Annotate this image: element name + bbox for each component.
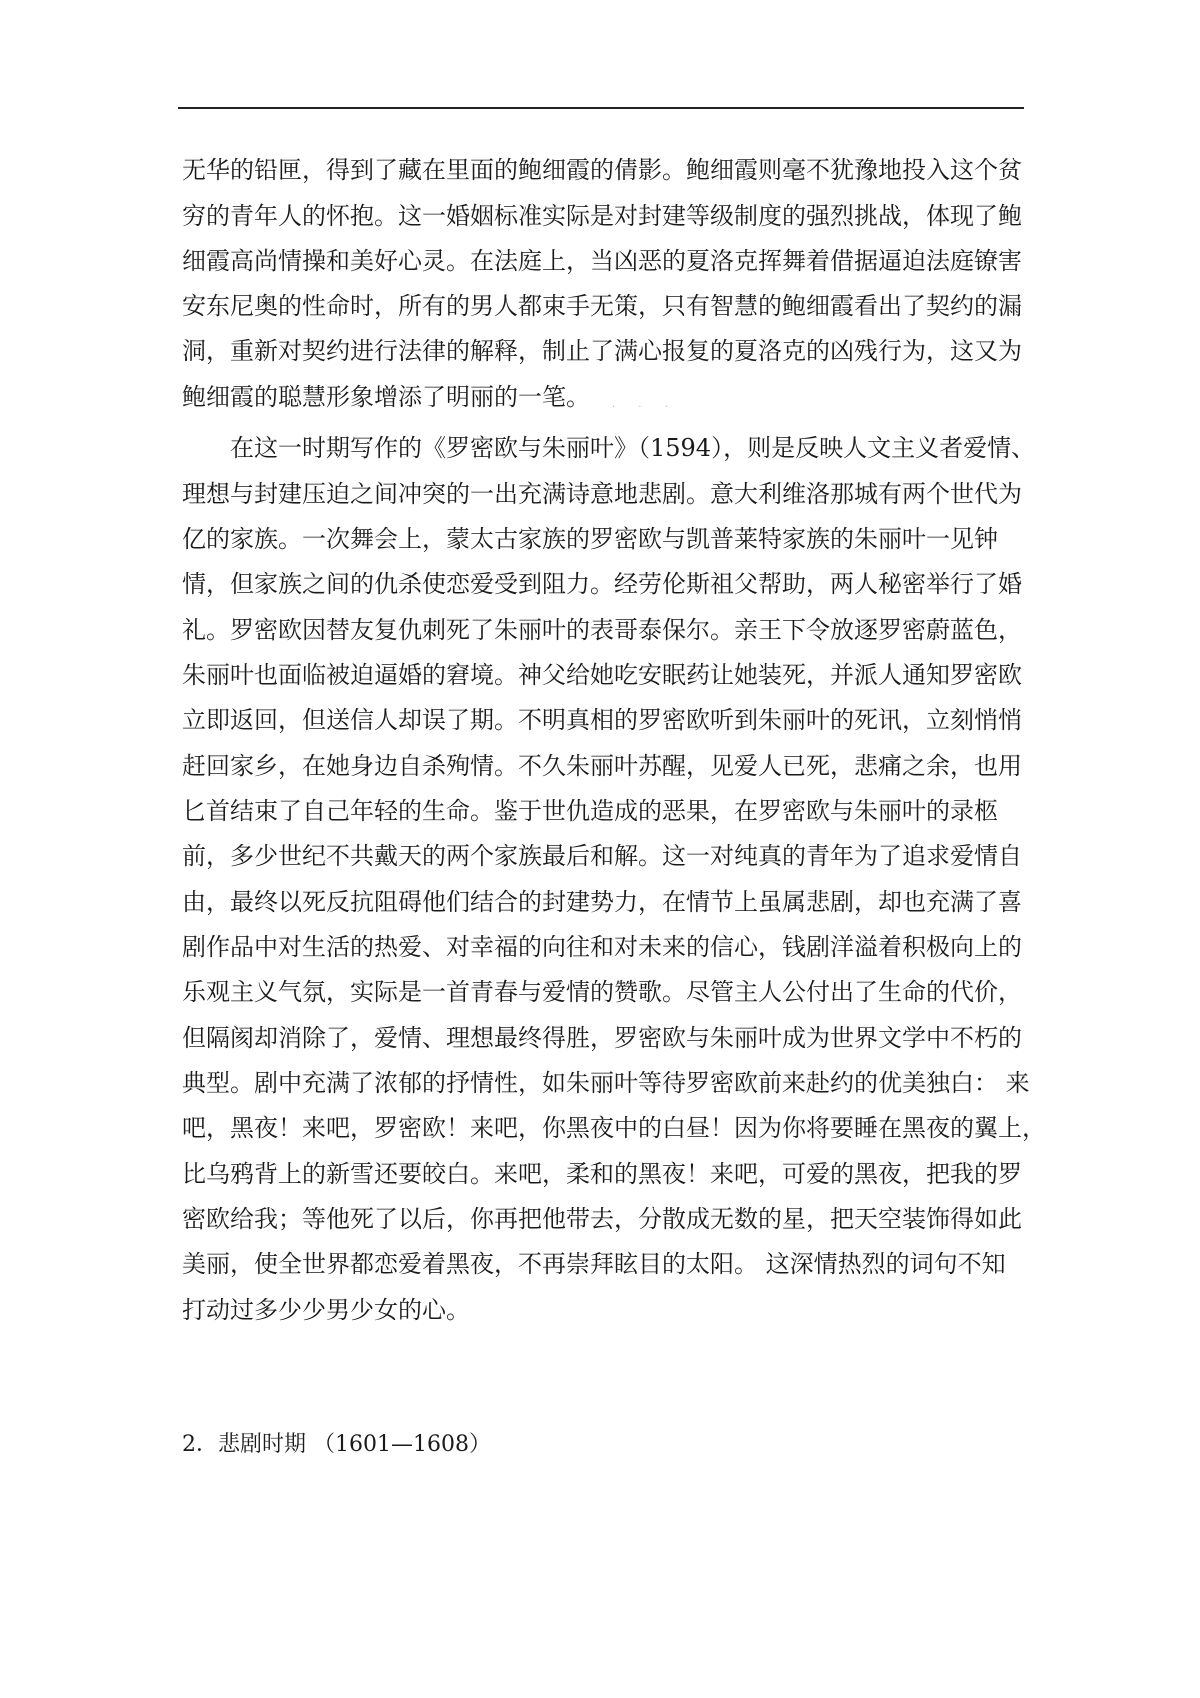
text-line: 前，多少世纪不共戴天的两个家族最后和解。这一对纯真的青年为了追求爱情自 xyxy=(182,842,1022,870)
text-line: 密欧给我；等他死了以后，你再把他带去，分散成无数的星，把天空装饰得如此 xyxy=(182,1205,1022,1233)
text-line: 穷的青年人的怀抱。这一婚姻标准实际是对封建等级制度的强烈挑战，体现了鲍 xyxy=(182,202,1022,230)
text-line: 打动过多少少男少女的心。 xyxy=(182,1296,470,1324)
section-heading: 2．悲剧时期 （1601—1608） xyxy=(182,1432,491,1457)
scan-artifact-dots: · · · xyxy=(612,402,678,413)
text-line: 赶回家乡，在她身边自杀殉情。不久朱丽叶苏醒，见爱人已死，悲痛之余，也用 xyxy=(182,752,1022,780)
text-line: 无华的铅匣，得到了藏在里面的鲍细霞的倩影。鲍细霞则毫不犹豫地投入这个贫 xyxy=(182,156,1022,184)
text-line: 吧，黑夜！来吧，罗密欧！来吧，你黑夜中的白昼！因为你将要睡在黑夜的翼上， xyxy=(182,1114,1046,1142)
text-line: 但隔阂却消除了，爱情、理想最终得胜，罗密欧与朱丽叶成为世界文学中不朽的 xyxy=(182,1024,1022,1052)
text-line: 安东尼奥的性命时，所有的男人都束手无策，只有智慧的鲍细霞看出了契约的漏 xyxy=(182,292,1022,320)
text-line: 理想与封建压迫之间冲突的一出充满诗意地悲剧。意大利维洛那城有两个世代为 xyxy=(182,480,1022,508)
text-line: 礼。罗密欧因替友复仇刺死了朱丽叶的表哥泰保尔。亲王下令放逐罗密蔚蓝色， xyxy=(182,616,1022,644)
text-line: 鲍细霞的聪慧形象增添了明丽的一笔。 xyxy=(182,383,590,411)
text-line: 细霞高尚情操和美好心灵。在法庭上，当凶恶的夏洛克挥舞着借据逼迫法庭镣害 xyxy=(182,247,1022,275)
text-line: 比乌鸦背上的新雪还要皎白。来吧，柔和的黑夜！来吧，可爱的黑夜，把我的罗 xyxy=(182,1160,1022,1188)
text-line: 乐观主义气氛，实际是一首青春与爱情的赞歌。尽管主人公付出了生命的代价， xyxy=(182,978,1022,1006)
text-line: 由，最终以死反抗阻碍他们结合的封建势力，在情节上虽属悲剧，却也充满了喜 xyxy=(182,888,1022,916)
header-rule xyxy=(178,107,1024,109)
text-line: 立即返回，但送信人却误了期。不明真相的罗密欧听到朱丽叶的死讯，立刻悄悄 xyxy=(182,706,1022,734)
text-line: 洞，重新对契约进行法律的解释，制止了满心报复的夏洛克的凶残行为，这又为 xyxy=(182,337,1022,365)
text-line: 典型。剧中充满了浓郁的抒情性，如朱丽叶等待罗密欧前来赴约的优美独白： 来 xyxy=(182,1069,1030,1097)
text-line: 亿的家族。一次舞会上，蒙太古家族的罗密欧与凯普莱特家族的朱丽叶一见钟 xyxy=(182,525,998,553)
text-line: 情，但家族之间的仇杀使恋爱受到阻力。经劳伦斯祖父帮助，两人秘密举行了婚 xyxy=(182,570,1022,598)
text-line: 美丽，使全世界都恋爱着黑夜，不再崇拜眩目的太阳。 这深情热烈的词句不知 xyxy=(182,1250,1006,1278)
text-line: 剧作品中对生活的热爱、对幸福的向往和对未来的信心，钱剧洋溢着积极向上的 xyxy=(182,933,1022,961)
text-line: 在这一时期写作的《罗密欧与朱丽叶》（1594），则是反映人文主义者爱情、 xyxy=(230,434,1036,462)
text-line: 朱丽叶也面临被迫逼婚的窘境。神父给她吃安眠药让她装死，并派人通知罗密欧 xyxy=(182,661,1022,689)
text-line: 匕首结束了自己年轻的生命。鉴于世仇造成的恶果，在罗密欧与朱丽叶的录柩 xyxy=(182,797,998,825)
